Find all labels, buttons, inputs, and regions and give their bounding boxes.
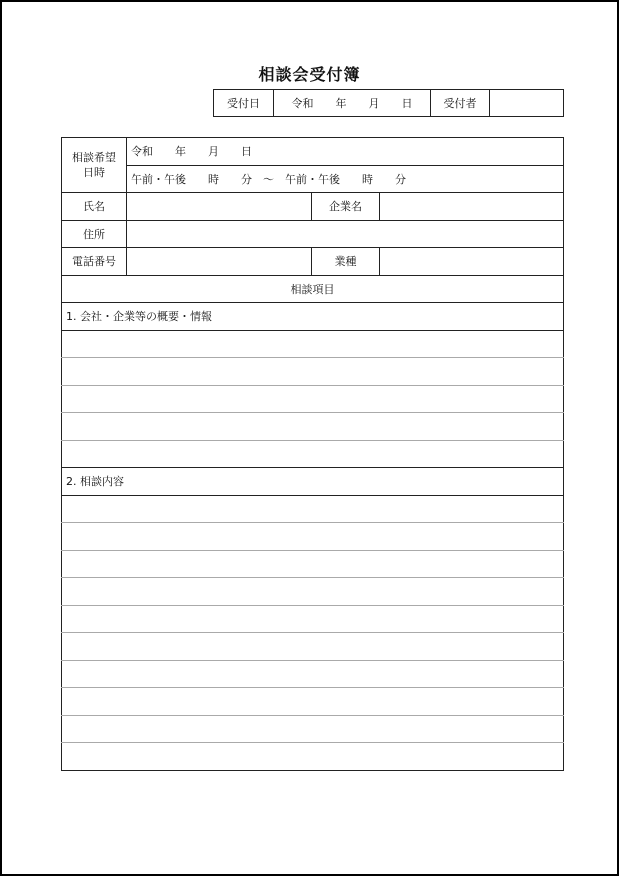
address-label: 住所 (62, 220, 127, 248)
section2-heading: 2. 相談内容 (62, 468, 564, 496)
receiver-field[interactable] (490, 90, 564, 117)
receiver-label: 受付者 (431, 90, 490, 117)
section2-line[interactable] (62, 495, 564, 523)
receipt-date-label: 受付日 (214, 90, 274, 117)
section1-line[interactable] (62, 440, 564, 468)
section1-line[interactable] (62, 330, 564, 358)
section1-line[interactable] (62, 358, 564, 386)
section2-line[interactable] (62, 578, 564, 606)
phone-label: 電話番号 (62, 248, 127, 276)
consultation-items-header: 相談項目 (62, 275, 564, 303)
section1-heading: 1. 会社・企業等の概要・情報 (62, 303, 564, 331)
name-field[interactable] (127, 193, 312, 221)
section2-line[interactable] (62, 605, 564, 633)
industry-label: 業種 (312, 248, 380, 276)
phone-field[interactable] (127, 248, 312, 276)
company-label: 企業名 (312, 193, 380, 221)
receipt-date-field[interactable]: 令和 年 月 日 (274, 90, 431, 117)
industry-field[interactable] (380, 248, 564, 276)
address-field[interactable] (127, 220, 564, 248)
section2-line[interactable] (62, 660, 564, 688)
section2-line[interactable] (62, 550, 564, 578)
name-label: 氏名 (62, 193, 127, 221)
desired-datetime-label: 相談希望 日時 (62, 138, 127, 193)
section2-line[interactable] (62, 715, 564, 743)
section2-line[interactable] (62, 523, 564, 551)
section1-line[interactable] (62, 413, 564, 441)
receipt-table (213, 89, 564, 117)
section2-line[interactable] (62, 743, 564, 771)
desired-time-field[interactable]: 午前・午後 時 分 ～ 午前・午後 時 分 (127, 165, 564, 193)
section2-line[interactable] (62, 688, 564, 716)
desired-date-field[interactable]: 令和 年 月 日 (127, 138, 564, 166)
section2-line[interactable] (62, 633, 564, 661)
page-title: 相談会受付簿 (258, 65, 361, 84)
consultation-table (61, 137, 564, 771)
section1-line[interactable] (62, 385, 564, 413)
company-field[interactable] (380, 193, 564, 221)
